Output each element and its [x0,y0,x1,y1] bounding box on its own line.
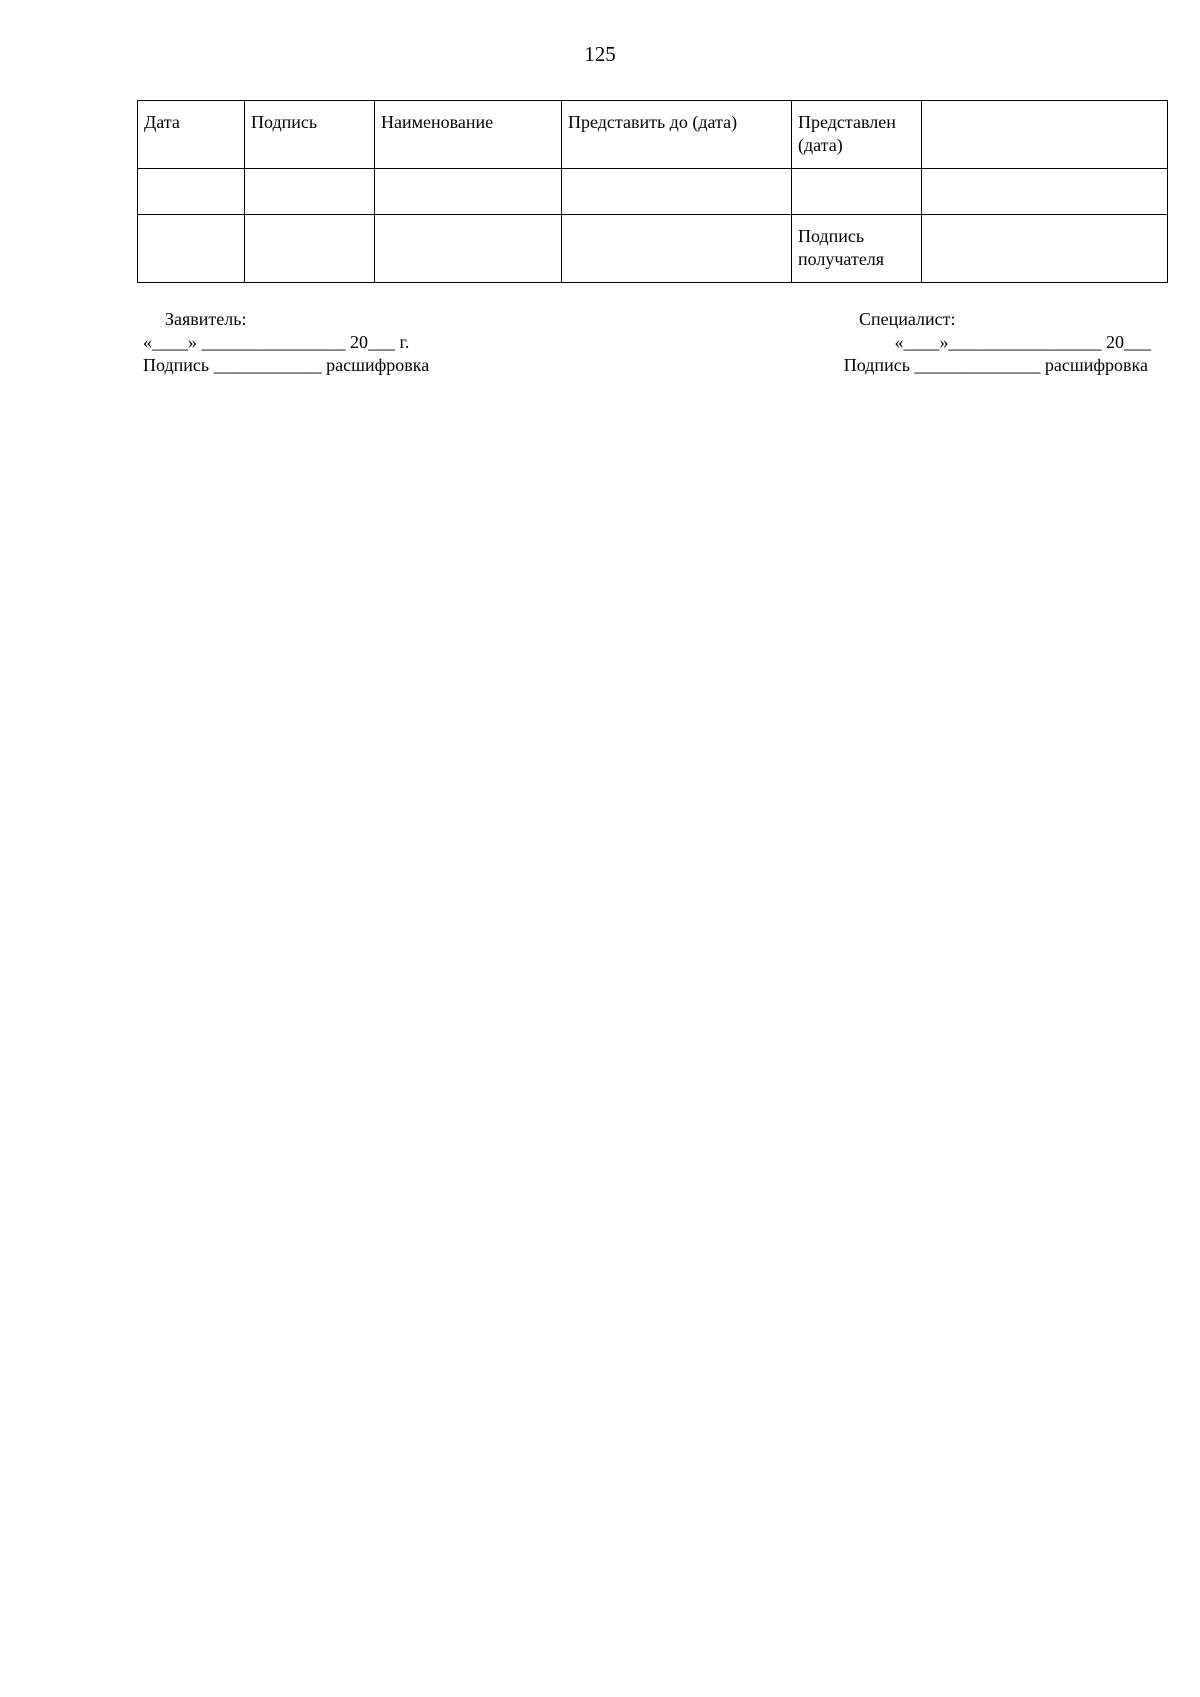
table-cell [922,169,1168,215]
signature-block [0,308,1200,378]
table-cell [375,169,562,215]
table-cell [375,215,562,283]
table-cell [922,101,1168,169]
table-cell [562,169,792,215]
table-cell: Представить до (дата) [562,101,792,169]
document-table [137,100,1168,283]
table-row [138,169,1168,215]
applicant-signature-line: Подпись ____________ расшифровка [143,355,430,375]
table-cell [138,169,245,215]
table-row [138,215,1168,283]
table-cell: Подпись получателя [792,215,922,283]
table-cell [562,215,792,283]
specialist-title: Специалист: [859,309,956,329]
table-cell [922,215,1168,283]
table-cell: Подпись [245,101,375,169]
table-cell: Дата [138,101,245,169]
table-header-row [138,101,1168,169]
applicant-date-line: «____» ________________ 20___ г. [143,332,410,352]
specialist-signature-line: Подпись ______________ расшифровка [843,355,1148,375]
table-cell [138,215,245,283]
specialist-date-line: «____»_________________ 20___ [894,332,1151,352]
table-cell: Наименование [375,101,562,169]
page-number: 125 [584,42,616,66]
applicant-title: Заявитель: [165,309,247,329]
table-cell [792,169,922,215]
table-cell: Представлен (дата) [792,101,922,169]
table-cell [245,169,375,215]
table-cell [245,215,375,283]
